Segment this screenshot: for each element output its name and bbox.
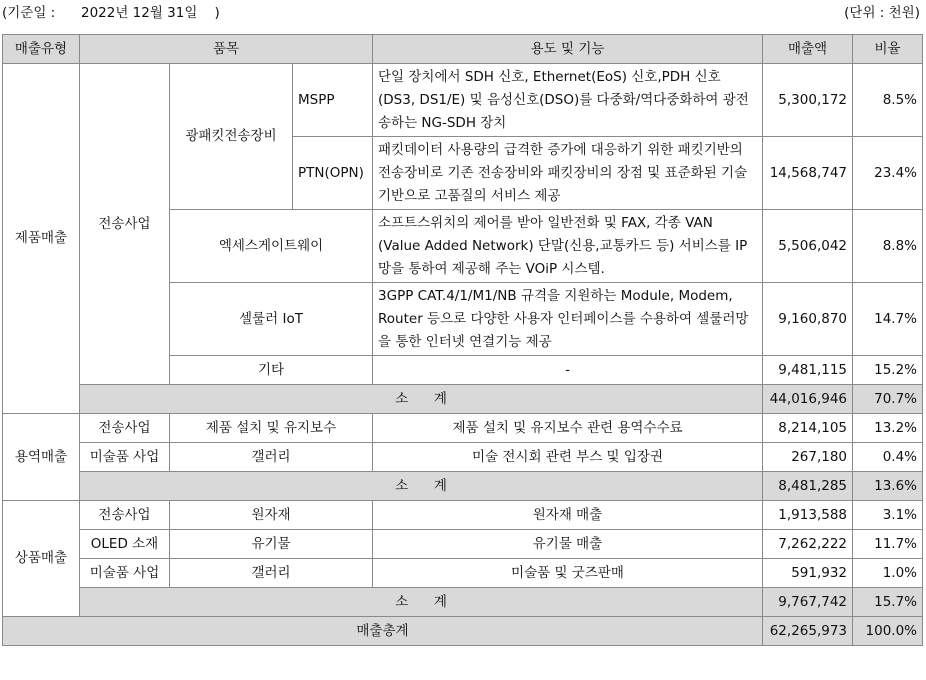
desc-access-gateway: 소프트스위치의 제어를 받아 일반전화 및 FAX, 각종 VAN (Value Added Network) 단말(신용,교통카드 등) 서비스를 IP망을 통하여 제공해 주는 VOiP 시스템. [373, 210, 763, 283]
table-row [3, 501, 923, 530]
ratio-mspp: 8.5% [853, 64, 923, 137]
ratio-access-gateway: 8.8% [853, 210, 923, 283]
table-row [3, 443, 923, 472]
header-usage: 용도 및 기능 [373, 35, 763, 64]
subtotal-ratio: 13.6% [853, 472, 923, 501]
service-biz: 전송사업 [80, 414, 170, 443]
desc-etc: - [373, 356, 763, 385]
table-row [3, 64, 923, 137]
service-item: 갤러리 [170, 443, 373, 472]
desc-mspp: 단일 장치에서 SDH 신호, Ethernet(EoS) 신호,PDH 신호(DS3, DS1/E) 및 음성신호(DSO)를 다중화/역다중화하여 광전송하는 NG-SDH 장치 [373, 64, 763, 137]
goods-desc: 미술품 및 굿즈판매 [373, 559, 763, 588]
subtotal-label: 소 계 [80, 385, 763, 414]
goods-sales: 591,932 [763, 559, 853, 588]
total-ratio: 100.0% [853, 617, 923, 646]
subtotal-ratio: 70.7% [853, 385, 923, 414]
sales-access-gateway: 5,506,042 [763, 210, 853, 283]
sales-type-product: 제품매출 [3, 64, 80, 414]
goods-sales: 1,913,588 [763, 501, 853, 530]
desc-ptn: 패킷데이터 사용량의 급격한 증가에 대응하기 위한 패킷기반의 전송장비로 기존 전송장비와 패킷장비의 장점 및 표준화된 기술기반으로 고품질의 서비스 제공 [373, 137, 763, 210]
table-row [3, 414, 923, 443]
subtotal-label: 소 계 [80, 588, 763, 617]
unit-label: (단위 : 천원) [844, 5, 920, 21]
header-row [3, 35, 923, 64]
service-sales: 8,214,105 [763, 414, 853, 443]
desc-cellular-iot: 3GPP CAT.4/1/M1/NB 규격을 지원하는 Module, Modem, Router 등으로 다양한 사용자 인터페이스를 수용하여 셀룰러망을 통한 인터넷 연결기능 제공 [373, 283, 763, 356]
business-transmission: 전송사업 [80, 64, 170, 385]
item-mspp: MSPP [293, 64, 373, 137]
ratio-cellular-iot: 14.7% [853, 283, 923, 356]
header-item: 품목 [80, 35, 373, 64]
sales-mspp: 5,300,172 [763, 64, 853, 137]
goods-ratio: 3.1% [853, 501, 923, 530]
total-sales: 62,265,973 [763, 617, 853, 646]
item-etc: 기타 [170, 356, 373, 385]
subtotal-sales: 9,767,742 [763, 588, 853, 617]
table-row [3, 530, 923, 559]
goods-item: 갤러리 [170, 559, 373, 588]
total-row [3, 617, 923, 646]
subtotal-label: 소 계 [80, 472, 763, 501]
goods-desc: 원자재 매출 [373, 501, 763, 530]
service-desc: 미술 전시회 관련 부스 및 입장권 [373, 443, 763, 472]
subtotal-ratio: 15.7% [853, 588, 923, 617]
goods-ratio: 11.7% [853, 530, 923, 559]
goods-biz: OLED 소재 [80, 530, 170, 559]
service-item: 제품 설치 및 유지보수 [170, 414, 373, 443]
sales-table [2, 34, 923, 646]
service-sales: 267,180 [763, 443, 853, 472]
item-ptn: PTN(OPN) [293, 137, 373, 210]
header-type: 매출유형 [3, 35, 80, 64]
subtotal-sales: 8,481,285 [763, 472, 853, 501]
subtotal-row [3, 385, 923, 414]
sales-etc: 9,481,115 [763, 356, 853, 385]
service-biz: 미술품 사업 [80, 443, 170, 472]
service-ratio: 0.4% [853, 443, 923, 472]
table-caption [0, 0, 926, 28]
subtotal-sales: 44,016,946 [763, 385, 853, 414]
total-label: 매출총계 [3, 617, 763, 646]
goods-ratio: 1.0% [853, 559, 923, 588]
item-cellular-iot: 셀룰러 IoT [170, 283, 373, 356]
service-ratio: 13.2% [853, 414, 923, 443]
table-row [3, 559, 923, 588]
ratio-etc: 15.2% [853, 356, 923, 385]
ratio-ptn: 23.4% [853, 137, 923, 210]
goods-desc: 유기물 매출 [373, 530, 763, 559]
base-date: (기준일 : 2022년 12월 31일 ) [2, 5, 220, 21]
header-ratio: 비율 [853, 35, 923, 64]
goods-item: 유기물 [170, 530, 373, 559]
goods-item: 원자재 [170, 501, 373, 530]
sales-type-goods: 상품매출 [3, 501, 80, 617]
service-desc: 제품 설치 및 유지보수 관련 용역수수료 [373, 414, 763, 443]
sales-type-service: 용역매출 [3, 414, 80, 501]
sales-cellular-iot: 9,160,870 [763, 283, 853, 356]
item-access-gateway: 엑세스게이트웨이 [170, 210, 373, 283]
goods-biz: 전송사업 [80, 501, 170, 530]
goods-sales: 7,262,222 [763, 530, 853, 559]
subtotal-row [3, 472, 923, 501]
goods-biz: 미술품 사업 [80, 559, 170, 588]
sales-ptn: 14,568,747 [763, 137, 853, 210]
subtotal-row [3, 588, 923, 617]
item-optical-packet: 광패킷전송장비 [170, 64, 293, 210]
header-sales: 매출액 [763, 35, 853, 64]
